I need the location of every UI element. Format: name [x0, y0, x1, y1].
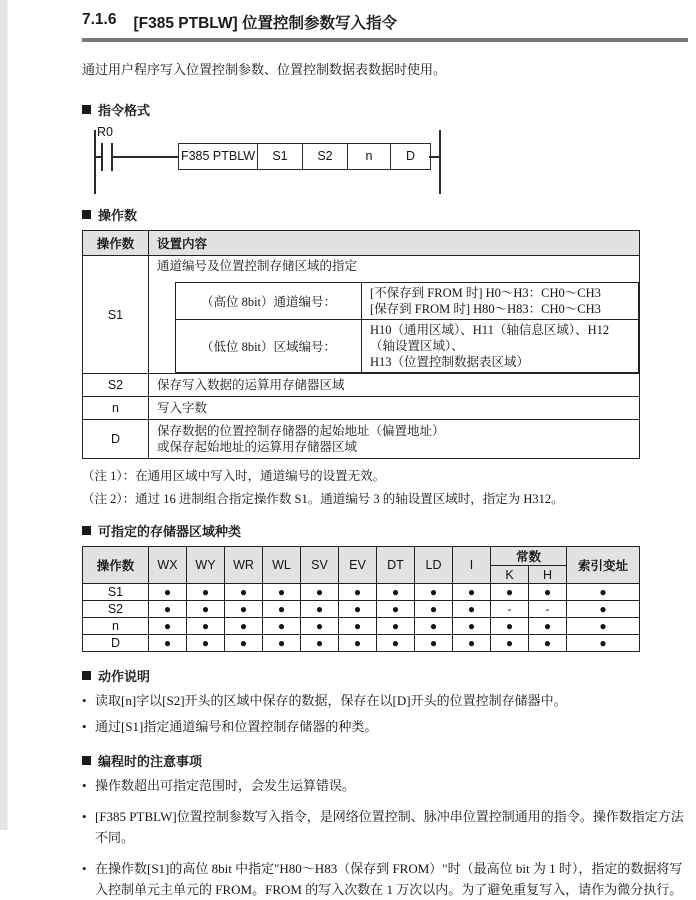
cell: ●	[491, 584, 529, 601]
programming-bullet-1	[82, 775, 688, 796]
bullet-text: 在操作数[S1]的高位 8bit 中指定"H80～H83（保存到 FROM）"时（最高位 bit 为 1 时），指定的数据将写入控制单元主单元的 FROM。FROM 的写入次数在 1 万次以内。为了避免重复写入，请作为微分执行。	[95, 861, 683, 897]
cell: ●	[415, 635, 453, 652]
header-constant: 常数	[491, 547, 567, 566]
note-1: （注 1）：在通用区域中写入时，通道编号的设置无效。	[82, 469, 386, 483]
contact-label: R0	[97, 125, 113, 139]
page-content	[82, 0, 688, 900]
cell: ●	[491, 618, 529, 635]
section-heading-programming	[82, 751, 688, 770]
operand-name-n: n	[83, 397, 149, 420]
header-ld: LD	[415, 547, 453, 584]
cell: ●	[377, 601, 415, 618]
memory-row-n	[83, 618, 640, 635]
s1-caption: 通道编号及位置控制存储区域的指定	[157, 259, 358, 273]
operand-table-header	[83, 231, 640, 256]
bullet-icon: •	[82, 693, 87, 708]
ladder-right-rail	[439, 130, 441, 194]
operand-desc-d-line2: 或保存起始地址的运算用存储器区域	[157, 440, 358, 454]
section-heading-action	[82, 666, 688, 685]
cell: ●	[149, 601, 187, 618]
cell: ●	[149, 618, 187, 635]
header-i: I	[453, 547, 491, 584]
header-sv: SV	[301, 547, 339, 584]
cell: ●	[187, 601, 225, 618]
header-wy: WY	[187, 547, 225, 584]
ladder-diagram	[82, 124, 688, 200]
cell: ●	[263, 584, 301, 601]
cell: ●	[453, 584, 491, 601]
header-wx: WX	[149, 547, 187, 584]
low-byte-label: （低位 8bit）区域编号：	[176, 320, 362, 373]
title-rule	[82, 38, 688, 42]
cell: ●	[415, 618, 453, 635]
cell: ●	[529, 618, 567, 635]
instruction-box	[178, 143, 431, 170]
cell: ●	[225, 618, 263, 635]
table-row-s2	[83, 374, 640, 397]
header-k: K	[491, 566, 529, 584]
high-byte-label: （高位 8bit）通道编号：	[176, 283, 362, 320]
intro-text: 通过用户程序写入位置控制参数、位置控制数据表数据时使用。	[82, 62, 447, 77]
square-marker-icon	[82, 671, 91, 680]
nested-row-low	[176, 320, 639, 373]
cell: ●	[567, 618, 640, 635]
operand-name-s1: S1	[83, 256, 149, 374]
contact-bar-left	[101, 143, 103, 171]
operand-desc-s2: 保存写入数据的运算用存储器区域	[149, 374, 640, 397]
cell: ●	[377, 584, 415, 601]
low-byte-value-line1: H10（通用区域）、H11（轴信息区域）、H12（轴设置区域）、	[370, 323, 610, 353]
cell: ●	[301, 584, 339, 601]
instruction-mnemonic: F385 PTBLW	[180, 149, 256, 163]
section-heading-label: 指令格式	[98, 103, 151, 118]
row-name: D	[83, 635, 149, 652]
section-heading-label: 可指定的存储器区域种类	[98, 524, 242, 539]
cell: ●	[301, 635, 339, 652]
cell: ●	[339, 635, 377, 652]
cell: ●	[453, 618, 491, 635]
operand-name-d: D	[83, 420, 149, 459]
memory-table-header-row1	[83, 547, 640, 566]
cell: ●	[187, 618, 225, 635]
ladder-wire	[429, 156, 439, 158]
nested-row-high	[176, 283, 639, 320]
cell: ●	[301, 601, 339, 618]
memory-row-s1	[83, 584, 640, 601]
square-marker-icon	[82, 105, 91, 114]
programming-bullet-2	[82, 806, 688, 848]
cell: ●	[301, 618, 339, 635]
cell: -	[529, 601, 567, 618]
square-marker-icon	[82, 756, 91, 765]
cell: ●	[453, 601, 491, 618]
page-title	[82, 11, 688, 33]
section-number: 7.1.6	[82, 11, 117, 28]
operand-name-s2: S2	[83, 374, 149, 397]
bullet-icon: •	[82, 809, 87, 824]
square-marker-icon	[82, 526, 91, 535]
header-index: 索引变址	[567, 547, 640, 584]
cell: ●	[529, 584, 567, 601]
cell: ●	[187, 584, 225, 601]
cell: ●	[415, 601, 453, 618]
memory-row-d	[83, 635, 640, 652]
row-name: S1	[83, 584, 149, 601]
cell: ●	[567, 635, 640, 652]
programming-bullet-3	[82, 858, 688, 900]
bullet-icon: •	[82, 778, 87, 793]
cell: ●	[529, 635, 567, 652]
action-bullet-1	[82, 690, 688, 711]
cell: ●	[567, 601, 640, 618]
operand-cell-n: n	[347, 144, 390, 169]
section-heading-label: 操作数	[98, 208, 138, 223]
table-row-n	[83, 397, 640, 420]
cell: ●	[415, 584, 453, 601]
cell: ●	[187, 635, 225, 652]
header-ev: EV	[339, 547, 377, 584]
bullet-icon: •	[82, 719, 87, 734]
cell: -	[491, 601, 529, 618]
cell: ●	[339, 584, 377, 601]
header-wl: WL	[263, 547, 301, 584]
row-name: S2	[83, 601, 149, 618]
section-heading-format	[82, 100, 688, 119]
cell: ●	[377, 635, 415, 652]
scan-page-edge	[0, 0, 8, 830]
operand-table	[82, 230, 640, 459]
bullet-text: [F385 PTBLW]位置控制参数写入指令，是网络位置控制、脉冲串位置控制通用的指令。操作数指定方法不同。	[95, 809, 684, 845]
cell: ●	[263, 635, 301, 652]
memory-row-s2	[83, 601, 640, 618]
square-marker-icon	[82, 210, 91, 219]
action-bullet-2	[82, 716, 688, 737]
operand-cell-d: D	[390, 144, 430, 169]
cell: ●	[491, 635, 529, 652]
bullet-icon: •	[82, 861, 87, 876]
title-text: [F385 PTBLW] 位置控制参数写入指令	[133, 15, 397, 32]
header-dt: DT	[377, 547, 415, 584]
header-operand: 操作数	[83, 547, 149, 584]
section-heading-memory	[82, 521, 688, 540]
operand-cell-s2: S2	[302, 144, 347, 169]
table-row-s1	[83, 256, 640, 374]
header-wr: WR	[225, 547, 263, 584]
bullet-text: 读取[n]字以[S2]开头的区域中保存的数据，保存在以[D]开头的位置控制存储器中。	[95, 693, 567, 708]
cell: ●	[567, 584, 640, 601]
high-byte-value-line2: [保存到 FROM 时] H80～H83：CH0～CH3	[370, 302, 601, 316]
cell: ●	[225, 635, 263, 652]
ladder-wire	[94, 156, 101, 158]
header-operand: 操作数	[83, 231, 149, 256]
high-byte-value-line1: [不保存到 FROM 时] H0～H3：CH0～CH3	[370, 286, 601, 300]
header-content: 设置内容	[149, 231, 640, 256]
cell: ●	[149, 584, 187, 601]
operand-cell-s1: S1	[257, 144, 302, 169]
operand-desc-n: 写入字数	[149, 397, 640, 420]
section-heading-operands	[82, 205, 688, 224]
row-name: n	[83, 618, 149, 635]
note-2: （注 2）：通过 16 进制组合指定操作数 S1。通道编号 3 的轴设置区域时，指定为 H312。	[82, 492, 564, 506]
cell: ●	[339, 601, 377, 618]
section-heading-label: 动作说明	[98, 669, 151, 684]
bullet-text: 操作数超出可指定范围时，会发生运算错误。	[95, 778, 356, 793]
low-byte-value-line2: H13（位置控制数据表区域）	[370, 355, 530, 369]
ladder-left-rail	[94, 130, 96, 194]
bullet-text: 通过[S1]指定通道编号和位置控制存储器的种类。	[95, 719, 378, 734]
cell: ●	[263, 601, 301, 618]
cell: ●	[225, 584, 263, 601]
s1-nested-table	[175, 282, 639, 373]
cell: ●	[225, 601, 263, 618]
ladder-wire	[113, 156, 178, 158]
header-h: H	[529, 566, 567, 584]
cell: ●	[453, 635, 491, 652]
memory-area-table	[82, 546, 640, 652]
cell: ●	[377, 618, 415, 635]
cell: ●	[339, 618, 377, 635]
operand-desc-d-line1: 保存数据的位置控制存储器的起始地址（偏置地址）	[157, 424, 445, 438]
cell: ●	[263, 618, 301, 635]
section-heading-label: 编程时的注意事项	[98, 754, 203, 769]
cell: ●	[149, 635, 187, 652]
table-row-d	[83, 420, 640, 459]
